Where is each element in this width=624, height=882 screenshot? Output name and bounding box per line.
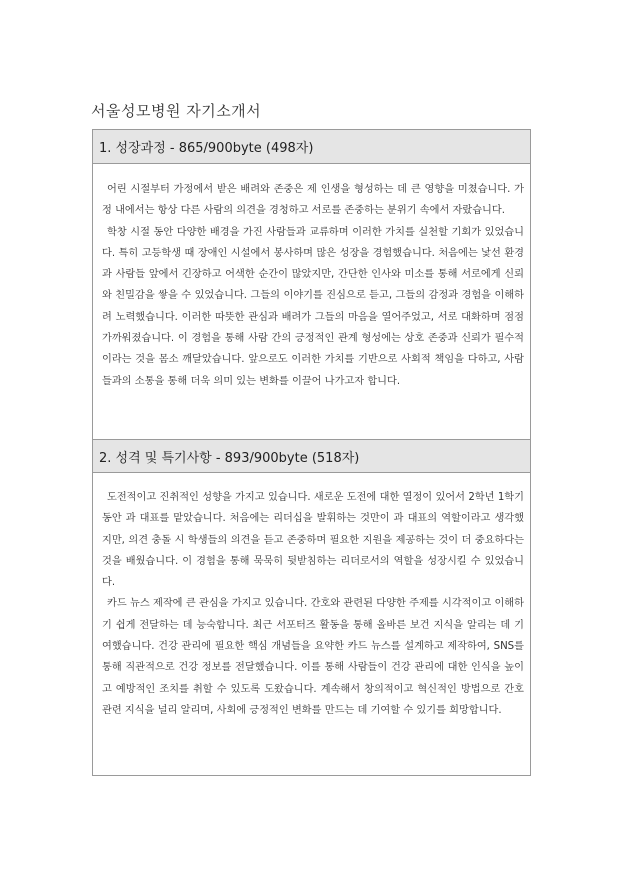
growth-paragraph: 어린 시절부터 가정에서 받은 배려와 존중은 제 인생을 형성하는 데 큰 영향을 미쳤습니다. 가정 내에서는 항상 다른 사람의 의견을 경청하고 서로를 존중하는 분위기 속에서 자랐습니다.: [102, 184, 524, 217]
section-heading-personality: 2. 성격 및 특기사항 - 893/900byte (518자): [99, 450, 360, 466]
section-header-personality: [93, 439, 530, 473]
personality-paragraph: 도전적이고 진취적인 성향을 가지고 있습니다. 새로운 도전에 대한 열정이 있어서 2학년 1학기 동안 과 대표를 맡았습니다. 처음에는 리더십을 발휘하는 것만이 과 대표의 역할이라고 생각했지만, 의견 충돌 시 학생들의 의견을 듣고 존중하며 필요한 지원을 제공하는 것이 더 중요하다는 것을 배웠습니다. 이 경험을 통해 묵묵히 뒷받침하는 리더로서의 역할을 성장시킬 수 있었습니다.: [102, 492, 524, 589]
essay-frame: [92, 129, 531, 776]
growth-paragraph: 학창 시절 동안 다양한 배경을 가진 사람들과 교류하며 이러한 가치를 실천할 기회가 있었습니다. 특히 고등학생 때 장애인 시설에서 봉사하며 많은 성장을 경험했습니다. 처음에는 낯선 환경과 사람들 앞에서 긴장하고 어색한 순간이 많았지만, 간단한 인사와 미소를 통해 서로에게 신뢰와 친밀감을 쌓을 수 있었습니다. 그들의 이야기를 진심으로 듣고, 그들의 감정과 경험을 이해하려 노력했습니다. 이러한 따뜻한 관심과 배려가 그들의 마음을 열어주었고, 서로 대화하며 점점 가까워졌습니다. 이 경험을 통해 사람 간의 긍정적인 관계 형성에는 상호 존중과 신뢰가 필수적이라는 것을 몸소 깨달았습니다. 앞으로도 이러한 가치를 기반으로 사회적 책임을 다하고, 사람들과의 소통을 통해 더욱 의미 있는 변화를 이끌어 나가고자 합니다.: [102, 226, 524, 387]
personality-paragraph: 카드 뉴스 제작에 큰 관심을 가지고 있습니다. 간호와 관련된 다양한 주제를 시각적이고 이해하기 쉽게 전달하는 데 능숙합니다. 최근 서포터즈 활동을 통해 올바른 보건 지식을 알리는 데 기여했습니다. 건강 관리에 필요한 핵심 개념들을 요약한 카드 뉴스를 설계하고 제작하여, SNS를 통해 직관적으로 건강 정보를 전달했습니다. 이를 통해 사람들이 건강 관리에 대한 인식을 높이고 예방적인 조치를 취할 수 있도록 도왔습니다. 계속해서 창의적이고 혁신적인 방법으로 간호 관련 지식을 널리 알리며, 사회에 긍정적인 변화를 만드는 데 기여할 수 있기를 희망합니다.: [102, 598, 524, 716]
section-body-personality: [102, 487, 524, 721]
section-body-growth: [102, 179, 524, 392]
section-heading-growth: 1. 성장과정 - 865/900byte (498자): [99, 141, 314, 156]
section-header-growth: [93, 130, 530, 164]
document-title: 서울성모병원 자기소개서: [91, 102, 262, 120]
